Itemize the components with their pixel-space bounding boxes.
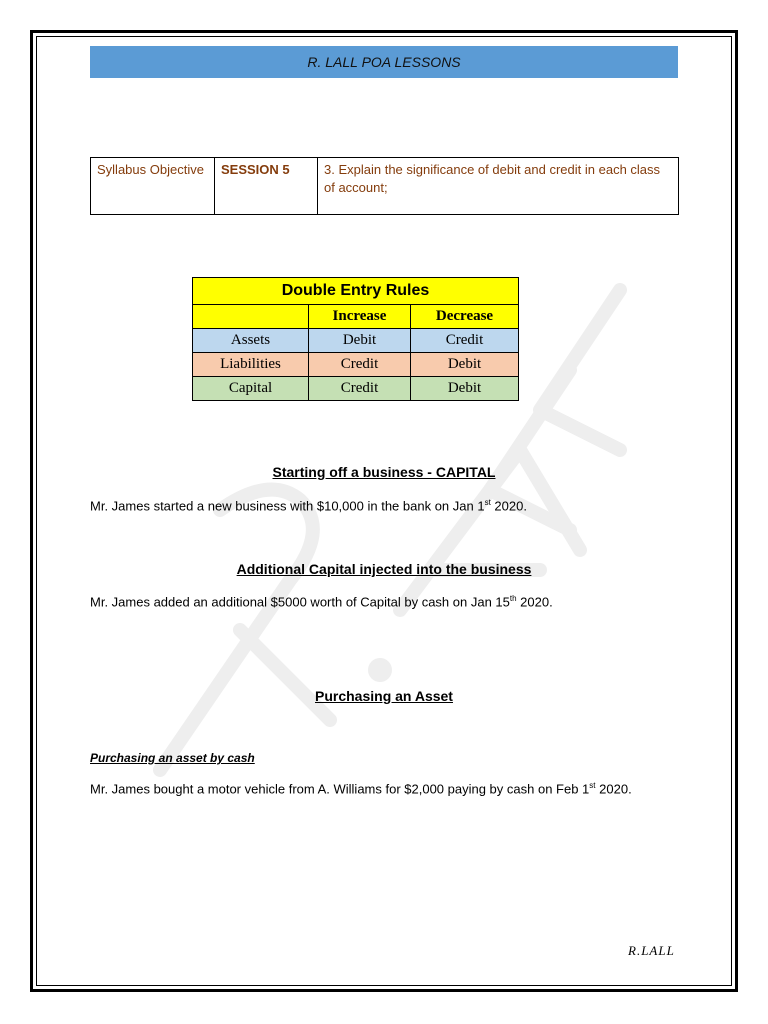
text-part: Mr. James started a new business with $10,000 in the bank on Jan 1 bbox=[90, 498, 485, 514]
footer-signature: R.LALL bbox=[628, 943, 675, 958]
ordinal-suffix: st bbox=[589, 781, 596, 790]
text-part: 2020. bbox=[490, 498, 527, 514]
rules-row-liabilities bbox=[193, 353, 519, 377]
syllabus-objective: 3. Explain the significance of debit and credit in each class of account; bbox=[318, 158, 679, 215]
rules-cell-increase: Credit bbox=[309, 377, 411, 401]
text-part: 2020. bbox=[516, 594, 553, 610]
section-heading-capital: Starting off a business - CAPITAL bbox=[272, 464, 496, 480]
rules-cell-decrease: Debit bbox=[411, 353, 519, 377]
rules-row-assets bbox=[193, 329, 519, 353]
rules-title-row bbox=[193, 278, 519, 305]
ordinal-suffix: th bbox=[509, 594, 517, 603]
section-subheading-asset-cash: Purchasing an asset by cash bbox=[90, 751, 255, 765]
section-text-capital bbox=[90, 498, 690, 513]
rules-cell-increase: Credit bbox=[309, 353, 411, 377]
rules-cell-decrease: Debit bbox=[411, 377, 519, 401]
section-heading-asset: Purchasing an Asset bbox=[315, 688, 453, 704]
rules-header-row bbox=[193, 305, 519, 329]
text-part: Mr. James added an additional $5000 worth of Capital by cash on Jan 15 bbox=[90, 594, 510, 610]
rules-cell-name: Capital bbox=[193, 377, 309, 401]
double-entry-rules-table bbox=[192, 277, 519, 401]
text-part: 2020. bbox=[595, 781, 632, 797]
syllabus-table bbox=[90, 157, 679, 215]
text-part: Mr. James bought a motor vehicle from A. Williams for $2,000 paying by cash on Feb 1 bbox=[90, 781, 590, 797]
rules-cell-increase: Debit bbox=[309, 329, 411, 353]
rules-title: Double Entry Rules bbox=[193, 278, 519, 305]
rules-cell-name: Liabilities bbox=[193, 353, 309, 377]
rules-header-increase: Increase bbox=[309, 305, 411, 329]
rules-row-capital bbox=[193, 377, 519, 401]
page-title: R. LALL POA LESSONS bbox=[307, 54, 461, 70]
rules-cell-decrease: Credit bbox=[411, 329, 519, 353]
ordinal-suffix: st bbox=[484, 498, 491, 507]
syllabus-session: SESSION 5 bbox=[215, 158, 318, 215]
page-header-bar bbox=[90, 46, 678, 78]
section-text-additional-capital bbox=[90, 594, 690, 609]
syllabus-row bbox=[91, 158, 679, 215]
section-heading-additional-capital: Additional Capital injected into the business bbox=[236, 561, 532, 577]
rules-cell-name: Assets bbox=[193, 329, 309, 353]
rules-header-decrease: Decrease bbox=[411, 305, 519, 329]
rules-header-blank bbox=[193, 305, 309, 329]
section-text-asset bbox=[90, 781, 690, 796]
syllabus-label: Syllabus Objective bbox=[91, 158, 215, 215]
